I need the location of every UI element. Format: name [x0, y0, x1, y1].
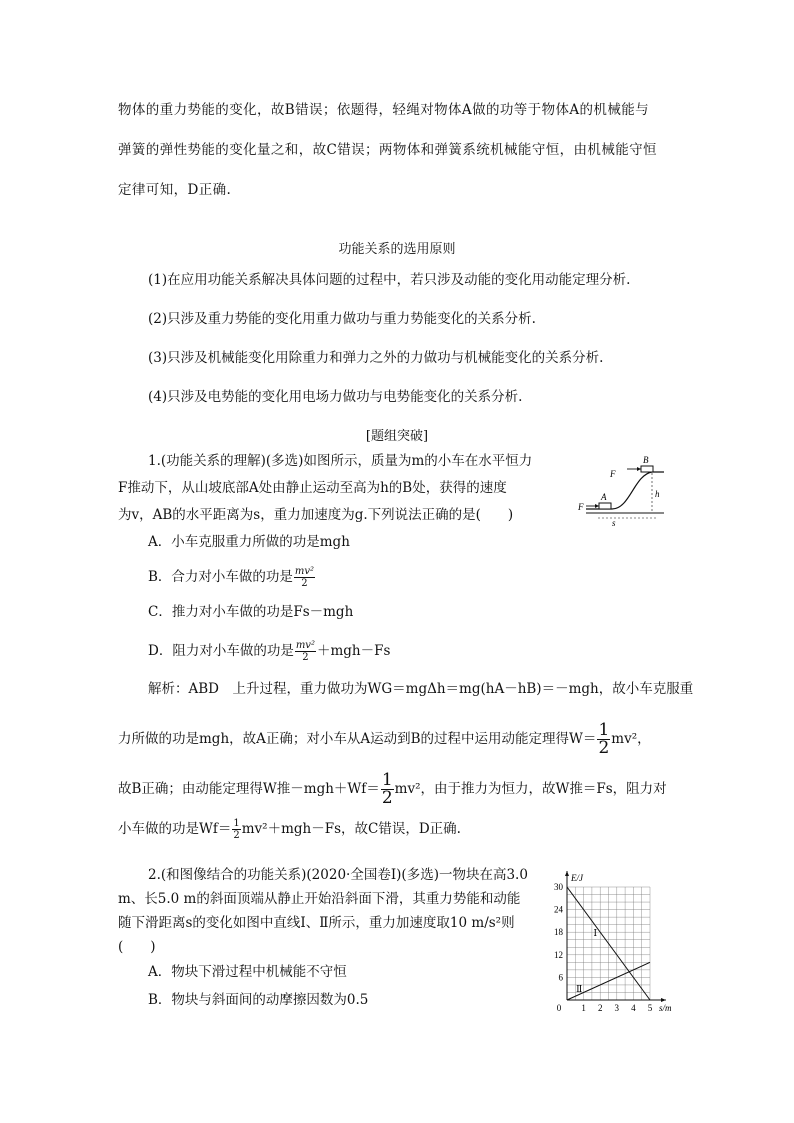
q1-option-a: A．小车克服重力所做的功是mgh	[148, 534, 350, 550]
q1-option-c: C．推力对小车做的功是Fs－mgh	[148, 604, 354, 620]
y-tick-label: 30	[554, 882, 563, 892]
cart-a	[599, 503, 611, 509]
svg-text:h: h	[655, 489, 660, 499]
q1-option-b: B．合力对小车做的功是 $\frac{\text{mv²}}{2}$	[148, 566, 315, 589]
principles-title: 功能关系的选用原则	[338, 242, 456, 257]
q2-option-a: A．物块下滑过程中机械能不守恒	[148, 964, 347, 980]
x-tick-label: 2	[597, 1003, 603, 1013]
q1-line-2: F推动下，从山坡底部A处由静止运动至高为h的B处，获得的速度	[118, 480, 507, 496]
x-tick-label: 1	[581, 1003, 586, 1013]
energy-distance-chart	[545, 866, 675, 1016]
intro-line-2: 弹簧的弹性势能的变化量之和，故C错误；两物体和弹簧系统机械能守恒，由机械能守恒	[118, 142, 657, 158]
y-axis-arrow	[565, 871, 569, 876]
x-tick-label: 0	[556, 1003, 562, 1013]
intro-line-3: 定律可知，D正确.	[118, 182, 232, 198]
y-tick-label: 24	[554, 904, 563, 915]
cart-b	[641, 466, 653, 472]
q2-line-2: m、长5.0 m的斜面顶端从静止开始沿斜面下滑，其重力势能和动能	[118, 891, 521, 907]
y-tick-label: 18	[554, 927, 563, 938]
q2-option-b: B．物块与斜面间的动摩擦因数为0.5	[148, 992, 369, 1008]
q1-line-3: 为v，AB的水平距离为s，重力加速度为g.下列说法正确的是( )	[118, 507, 514, 523]
intro-line-1: 物体的重力势能的变化，故B错误；依题得，轻绳对物体A做的功等于物体A的机械能与	[118, 102, 650, 118]
q1-line-1: 1.(功能关系的理解)(多选)如图所示，质量为m的小车在水平恒力	[148, 453, 533, 469]
principle-1: (1)在应用功能关系解决具体问题的过程中，若只涉及动能的变化用动能定理分析.	[148, 272, 631, 288]
svg-text:A: A	[601, 492, 607, 502]
q2-line-3: 随下滑距离s的变化如图中直线Ⅰ、Ⅱ所示，重力加速度取10 m/s²则	[118, 915, 515, 931]
solution1-line-4: 小车做的功是Wf＝ $\frac{1}{2}$ mv²＋mgh－Fs，故C错误，D正确.	[118, 818, 461, 841]
x-tick-label: 5	[647, 1003, 653, 1013]
x-tick-label: 3	[614, 1003, 620, 1013]
svg-text:s: s	[612, 518, 616, 527]
section-heading: [题组突破]	[365, 429, 429, 444]
series-label-1: Ⅰ	[593, 928, 598, 939]
svg-text:F: F	[578, 502, 584, 512]
principle-2: (2)只涉及重力势能的变化用重力做功与重力势能变化的关系分析.	[148, 311, 536, 327]
series-label-2: Ⅱ	[576, 984, 583, 995]
q1-option-d: D．阻力对小车做的功是 $\frac{\text{mv²}}{2}$ ＋mgh－Fs	[148, 640, 391, 663]
x-tick-label: 4	[631, 1003, 636, 1013]
svg-text:F: F	[610, 469, 616, 479]
solution1-line-3: 故B正确；由动能定理得W推－mgh＋Wf＝ $\frac{1}{2}$ mv²，由于推力为恒力，故W推＝Fs，阻力对	[118, 770, 667, 808]
q2-line-1: 2.(和图像结合的功能关系)(2020·全国卷Ⅰ)(多选)一物块在高3.0	[148, 867, 528, 883]
y-tick-label: 12	[554, 949, 563, 960]
solution1-line-2: 力所做的功是mgh，故A正确；对小车从A运动到B的过程中运用动能定理得W＝ $\frac{1}{2}$ mv²，	[118, 720, 651, 758]
svg-text:B: B	[643, 455, 649, 465]
x-axis-label: s/m	[659, 1003, 672, 1013]
principle-4: (4)只涉及电势能的变化用电场力做功与电势能变化的关系分析.	[148, 389, 523, 405]
x-axis-arrow	[661, 998, 666, 1002]
y-tick-label: 6	[558, 972, 563, 983]
hill-cart-figure	[572, 455, 672, 527]
solution1-line-1: 解析：ABD 上升过程，重力做功为WG＝mgΔh＝mg(hA－hB)＝－mgh，故小车克服重	[148, 681, 694, 697]
q2-line-4: ( )	[118, 939, 156, 955]
principle-3: (3)只涉及机械能变化用除重力和弹力之外的力做功与机械能变化的关系分析.	[148, 350, 604, 366]
y-axis-label: E/J	[571, 873, 583, 883]
